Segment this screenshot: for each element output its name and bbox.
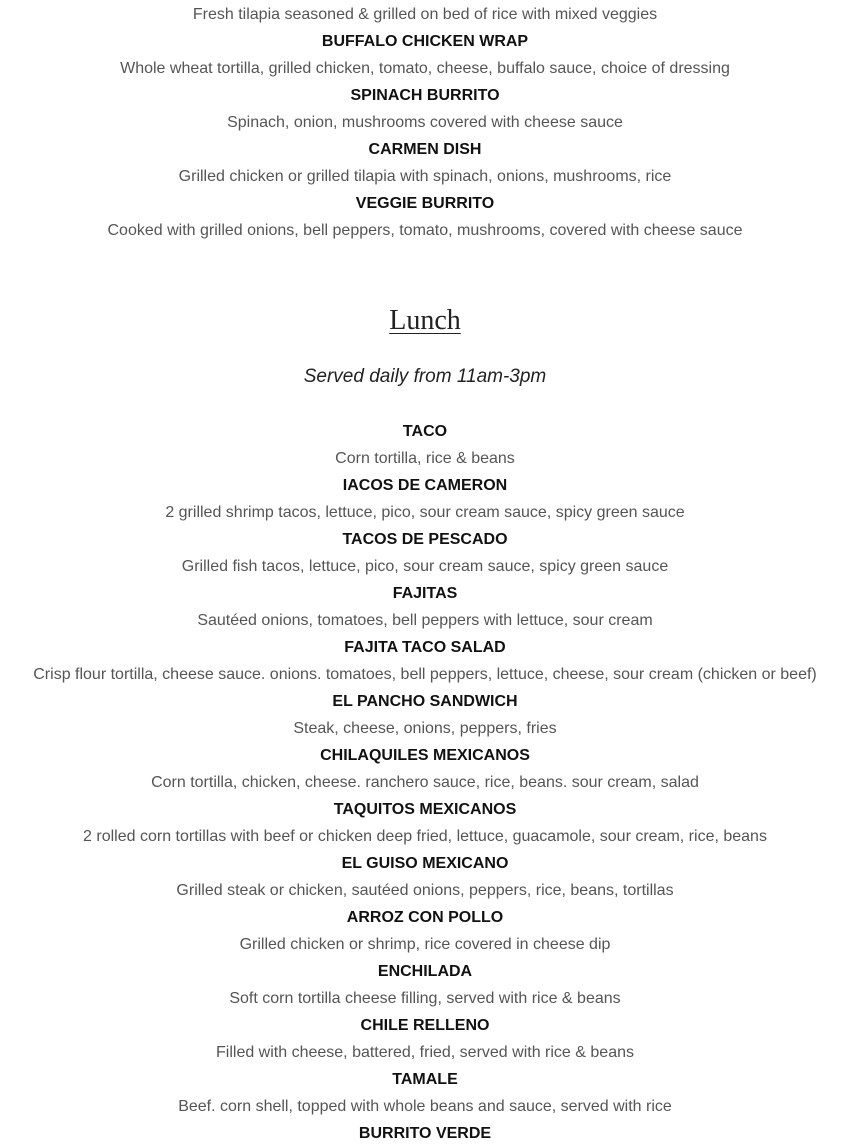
item-description: Filled with cheese, battered, fried, served with rice & beans <box>216 1044 634 1061</box>
item-description: Spinach, onion, mushrooms covered with cheese sauce <box>227 114 623 131</box>
item-name: TACO <box>402 423 448 440</box>
item-description: Fresh tilapia seasoned & grilled on bed of rice with mixed veggies <box>192 6 658 23</box>
item-description: Corn tortilla, rice & beans <box>335 450 515 467</box>
item-name: TACOS DE PESCADO <box>342 531 508 548</box>
item-name: TAQUITOS MEXICANOS <box>333 801 517 818</box>
item-name: IACOS DE CAMERON <box>342 477 508 494</box>
item-name: ENCHILADA <box>377 963 473 980</box>
item-name: SPINACH BURRITO <box>350 87 500 104</box>
lunch-section-title <box>0 301 850 341</box>
item-name: CHILAQUILES MEXICANOS <box>320 747 530 764</box>
item-description: Corn tortilla, chicken, cheese. ranchero sauce, rice, beans. sour cream, salad <box>151 774 699 791</box>
item-description: Cooked with grilled onions, bell peppers, tomato, mushrooms, covered with cheese sauce <box>107 222 743 239</box>
item-description: Whole wheat tortilla, grilled chicken, tomato, cheese, buffalo sauce, choice of dressing <box>120 60 730 77</box>
item-description: Steak, cheese, onions, peppers, fries <box>293 720 557 737</box>
lunch-items <box>0 418 850 1147</box>
item-name: EL PANCHO SANDWICH <box>332 693 518 710</box>
item-description: Grilled chicken or grilled tilapia with spinach, onions, mushrooms, rice <box>178 168 672 185</box>
item-name: CHILE RELLENO <box>360 1017 490 1034</box>
previous-section-items <box>0 0 850 244</box>
item-description: Crisp flour tortilla, cheese sauce. onions. tomatoes, bell peppers, lettuce, cheese, sour cream (chicken or beef) <box>33 666 817 683</box>
item-name: FAJITAS <box>392 585 458 602</box>
item-description: Grilled chicken or shrimp, rice covered in cheese dip <box>239 936 611 953</box>
item-description: 2 rolled corn tortillas with beef or chicken deep fried, lettuce, guacamole, sour cream, rice, beans <box>83 828 767 845</box>
lunch-served-hours: Served daily from 11am-3pm <box>303 366 547 387</box>
item-name: ARROZ CON POLLO <box>346 909 504 926</box>
item-description: 2 grilled shrimp tacos, lettuce, pico, sour cream sauce, spicy green sauce <box>165 504 685 521</box>
item-description: Beef. corn shell, topped with whole beans and sauce, served with rice <box>178 1098 672 1115</box>
item-name: FAJITA TACO SALAD <box>344 639 506 656</box>
item-description: Sautéed onions, tomatoes, bell peppers with lettuce, sour cream <box>197 612 653 629</box>
item-description: Grilled steak or chicken, sautéed onions, peppers, rice, beans, tortillas <box>176 882 674 899</box>
item-name: VEGGIE BURRITO <box>355 195 495 212</box>
item-name: CARMEN DISH <box>368 141 482 158</box>
item-description: Soft corn tortilla cheese filling, served with rice & beans <box>229 990 621 1007</box>
item-name: TAMALE <box>392 1071 458 1088</box>
item-description: Grilled fish tacos, lettuce, pico, sour cream sauce, spicy green sauce <box>181 558 669 575</box>
item-name: EL GUISO MEXICANO <box>341 855 509 872</box>
lunch-title-text: Lunch <box>389 305 461 336</box>
item-name: BUFFALO CHICKEN WRAP <box>321 33 529 50</box>
item-name: BURRITO VERDE <box>358 1125 492 1142</box>
